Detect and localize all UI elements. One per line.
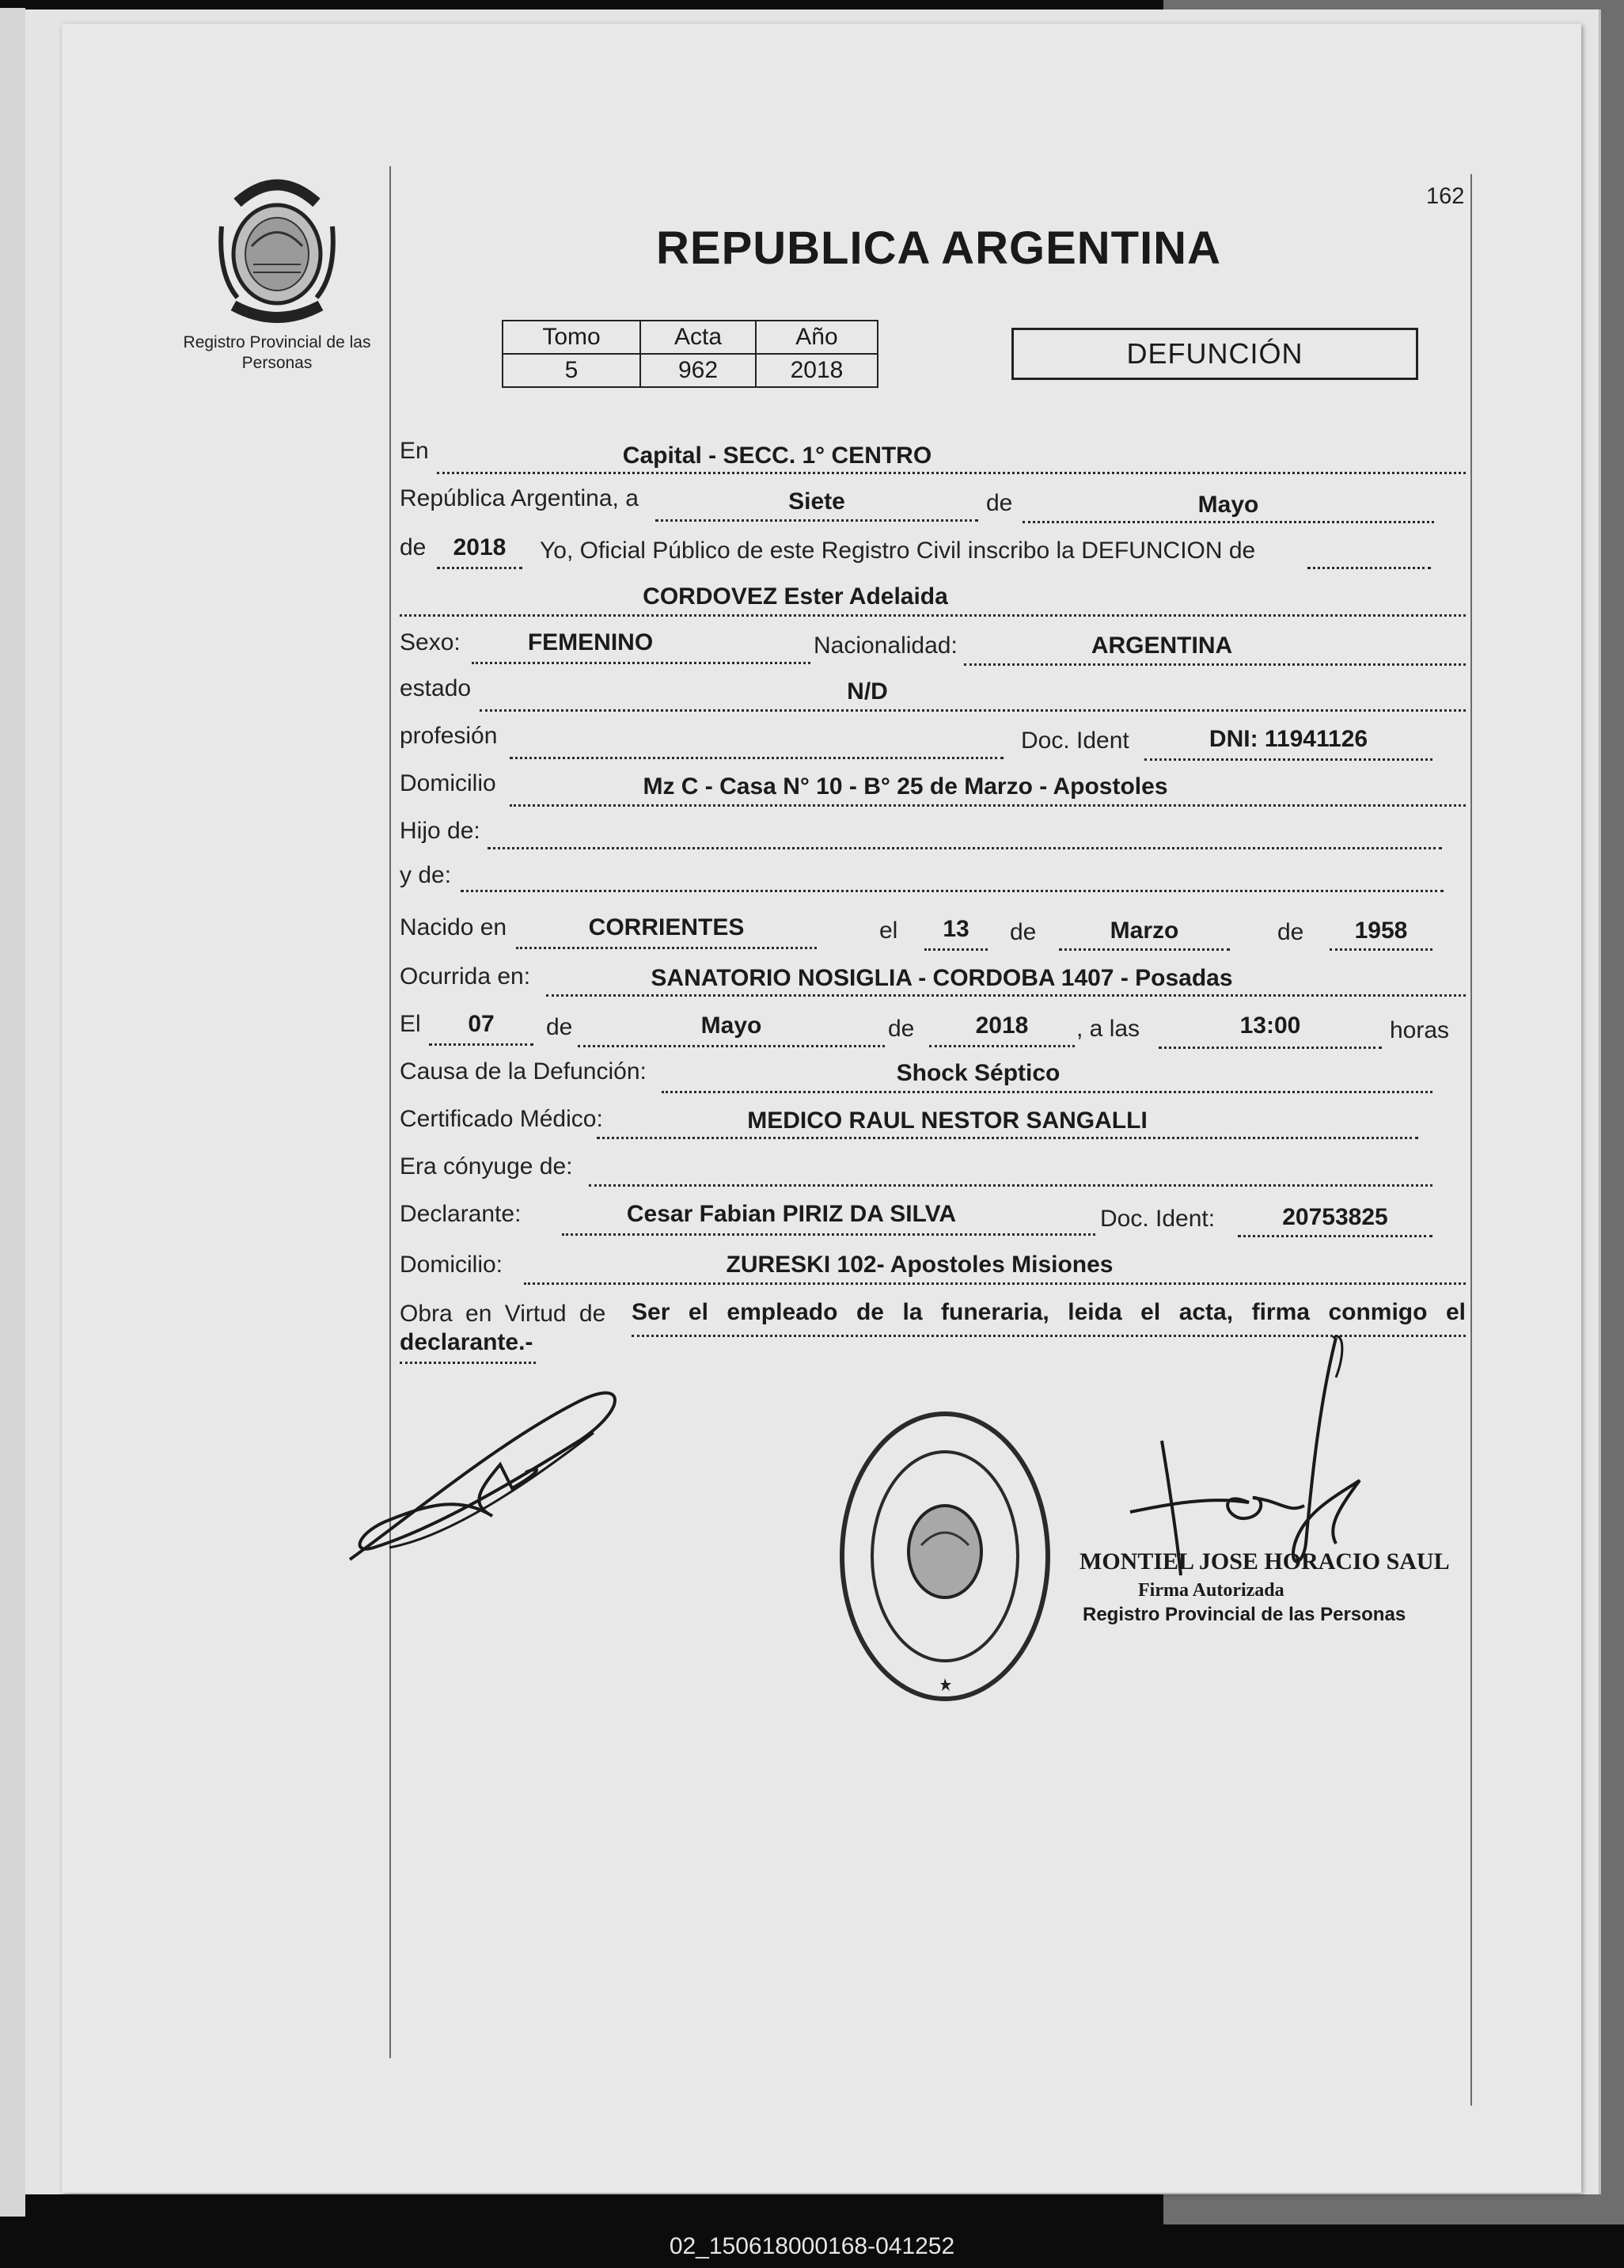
nacido-label: Nacido en — [400, 914, 507, 940]
death-year-line — [929, 1045, 1075, 1047]
doc2-value: 20753825 — [1282, 1204, 1388, 1230]
obra-value-line2: declarante.- — [400, 1329, 533, 1355]
certificado-label: Certificado Médico: — [400, 1106, 603, 1132]
estado-line — [480, 709, 1466, 712]
de-label-5: de — [546, 1014, 573, 1040]
domicilio-label: Domicilio — [400, 770, 496, 796]
obra-label: Obra en Virtud de — [400, 1301, 606, 1327]
official-seal — [837, 1409, 1053, 1708]
right-margin-line — [1470, 174, 1472, 2106]
profesion-line — [510, 757, 1004, 759]
domicilio2-label: Domicilio: — [400, 1252, 503, 1278]
doc2-line — [1238, 1235, 1432, 1237]
de-label-1: de — [986, 490, 1013, 516]
en-label: En — [400, 438, 429, 464]
causa-line — [662, 1091, 1432, 1093]
birth-day-line — [924, 948, 988, 951]
nacionalidad-line — [964, 663, 1466, 666]
de-label-2: de — [400, 534, 427, 560]
birth-year-line — [1330, 948, 1432, 951]
record-table — [502, 320, 878, 388]
conyuge-label: Era cónyuge de: — [400, 1153, 573, 1180]
hijo-line — [488, 847, 1442, 849]
acta-value: 962 — [640, 354, 756, 387]
domicilio-line — [510, 804, 1466, 807]
signatory-org: Registro Provincial de las Personas — [1083, 1604, 1406, 1625]
ocurrida-label: Ocurrida en: — [400, 963, 531, 990]
day-word: Siete — [788, 488, 845, 515]
alas-label: , a las — [1076, 1016, 1140, 1042]
month-word: Mayo — [1197, 492, 1259, 518]
doc2-label: Doc. Ident: — [1100, 1206, 1216, 1232]
doc-ident-value: DNI: 11941126 — [1209, 726, 1368, 752]
sexo-value: FEMENINO — [527, 629, 654, 655]
seal-stamp-icon — [837, 1409, 1053, 1708]
yde-label: y de: — [400, 862, 452, 888]
ano-value: 2018 — [756, 354, 878, 387]
signatory-role: Firma Autorizada — [1138, 1580, 1284, 1601]
sexo-label: Sexo: — [400, 629, 461, 655]
death-day-line — [429, 1043, 533, 1046]
emblem-icon — [214, 171, 340, 337]
death-month: Mayo — [700, 1012, 762, 1039]
horas-label: horas — [1390, 1017, 1450, 1043]
birth-year: 1958 — [1354, 917, 1408, 944]
causa-value: Shock Séptico — [896, 1060, 1061, 1086]
oficial-line — [1307, 567, 1431, 569]
footer-file-code: 02_150618000168-041252 — [669, 2233, 955, 2259]
de-label-4: de — [1277, 919, 1304, 945]
birth-month: Marzo — [1110, 917, 1179, 944]
certificado-line — [597, 1137, 1418, 1139]
birth-month-line — [1059, 948, 1230, 951]
republica-label: República Argentina, a — [400, 485, 639, 511]
declarante-value: Cesar Fabian PIRIZ DA SILVA — [626, 1201, 957, 1227]
death-month-line — [578, 1045, 885, 1047]
doc-type-box: DEFUNCIÓN — [1011, 328, 1418, 380]
causa-label: Causa de la Defunción: — [400, 1058, 647, 1085]
left-margin-line — [389, 166, 391, 2058]
estado-label: estado — [400, 675, 472, 701]
domicilio2-line — [524, 1282, 1466, 1285]
sexo-line — [472, 662, 810, 664]
yde-line — [461, 890, 1444, 892]
page-number: 162 — [1426, 184, 1465, 209]
death-time-line — [1159, 1047, 1382, 1049]
provincia-misiones-emblem — [214, 171, 340, 337]
signatory-name: MONTIEL JOSE HORACIO SAUL — [1080, 1548, 1450, 1575]
ano-header: Año — [756, 321, 878, 354]
declarante-line — [562, 1233, 1095, 1236]
nacido-value: CORRIENTES — [588, 914, 745, 940]
domicilio-value: Mz C - Casa N° 10 - B° 25 de Marzo - Apostoles — [643, 773, 1168, 800]
deceased-name: CORDOVEZ Ester Adelaida — [643, 583, 948, 610]
domicilio2-value: ZURESKI 102- Apostoles Misiones — [726, 1252, 1114, 1278]
death-time: 13:00 — [1239, 1012, 1301, 1039]
doc-ident-label: Doc. Ident — [1021, 728, 1129, 754]
el2-label: El — [400, 1011, 421, 1037]
estado-value: N/D — [847, 678, 888, 705]
tomo-header: Tomo — [503, 321, 640, 354]
year-line — [437, 567, 522, 569]
day-line — [655, 519, 978, 522]
acta-header: Acta — [640, 321, 756, 354]
doc-ident-line — [1144, 758, 1432, 761]
page-title: REPUBLICA ARGENTINA — [656, 222, 1221, 274]
de-label-6: de — [888, 1016, 915, 1042]
profesion-label: profesión — [400, 723, 498, 749]
certificado-value: MEDICO RAUL NESTOR SANGALLI — [747, 1107, 1148, 1134]
emblem-caption: Registro Provincial de las Personas — [183, 333, 371, 372]
birth-day: 13 — [943, 916, 969, 942]
obra-value-line1: Ser el empleado de la funeraria, leida el acta, firma conmigo el — [632, 1299, 1466, 1325]
certificate-page — [62, 24, 1581, 2193]
year-value: 2018 — [453, 534, 507, 560]
en-value: Capital - SECC. 1° CENTRO — [622, 443, 932, 469]
declarante-label: Declarante: — [400, 1201, 522, 1227]
el-label: el — [879, 917, 898, 944]
nacionalidad-label: Nacionalidad: — [814, 633, 958, 659]
ocurrida-line — [546, 994, 1466, 997]
de-label-3: de — [1010, 919, 1037, 945]
tomo-value: 5 — [503, 354, 640, 387]
nacido-line — [516, 947, 817, 949]
left-page-edge — [0, 8, 25, 2217]
en-line — [437, 472, 1466, 474]
hijo-label: Hijo de: — [400, 818, 480, 844]
oficial-text: Yo, Oficial Público de este Registro Civil inscribo la DEFUNCION de — [540, 538, 1256, 564]
declarant-signature — [342, 1377, 643, 1575]
obra-line-2 — [400, 1362, 536, 1364]
ocurrida-value: SANATORIO NOSIGLIA - CORDOBA 1407 - Posadas — [651, 965, 1233, 991]
death-year: 2018 — [975, 1012, 1029, 1039]
month-line — [1023, 521, 1434, 523]
death-day: 07 — [468, 1011, 495, 1037]
nacionalidad-value: ARGENTINA — [1091, 633, 1233, 659]
conyuge-line — [589, 1184, 1432, 1187]
name-line — [400, 614, 1466, 617]
